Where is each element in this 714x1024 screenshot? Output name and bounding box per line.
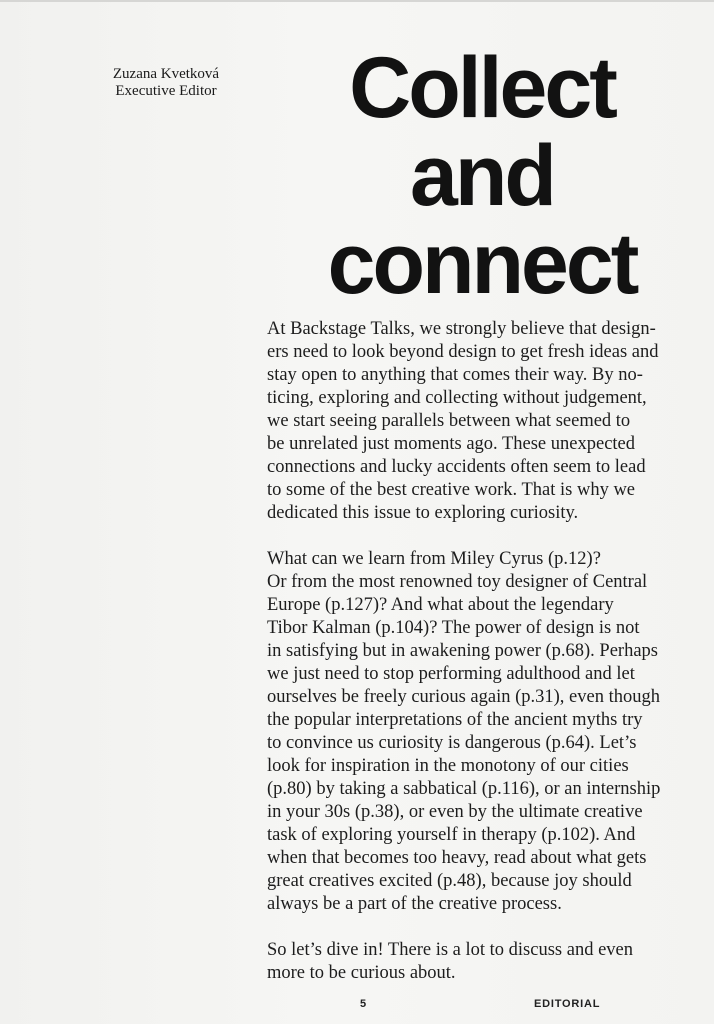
- body-paragraph-3: So let’s dive in! There is a lot to discuss and even more to be curious about.: [267, 940, 633, 983]
- author-name: Zuzana Kvetková: [112, 66, 220, 82]
- page-title: [262, 40, 702, 312]
- body-paragraph-1: At Backstage Talks, we strongly believe that design- ers need to look beyond design to get fresh ideas and stay open to anything that comes their way. By no- ticing, exploring and collecting without judgement, we start seeing parallels between what seemed to be unrelated just moments ago. These unexpected connections and lucky accidents often seem to lead to some of the best creative work. That is why we dedicated this issue to exploring curiosity.: [267, 319, 659, 523]
- title-line-2: and: [410, 128, 554, 224]
- author-role: Executive Editor: [115, 83, 217, 99]
- body-paragraph-2: What can we learn from Miley Cyrus (p.12)? Or from the most renowned toy designer of Central Europe (p.127)? And what about the legendary Tibor Kalman (p.104)? The power of design is not in satisfying but in awakening power (p.68). Perhaps we just need to stop performing adulthood and let ourselves be freely curious again (p.31), even though the popular interpretations of the ancient myths try to convince us curiosity is dangerous (p.64). Let’s look for inspiration in the monotony of our cities (p.80) by taking a sabbatical (p.116), or an internship in your 30s (p.38), or even by the ultimate creative task of exploring yourself in therapy (p.102). And when that becomes too heavy, read about what gets great creatives excited (p.48), because joy should always be a part of the creative process.: [267, 549, 661, 914]
- section-label: EDITORIAL: [534, 998, 601, 1010]
- editorial-body: [267, 318, 687, 1008]
- page-number: 5: [360, 998, 367, 1010]
- page-edge: [0, 0, 714, 2]
- title-line-1: Collect: [349, 40, 615, 136]
- byline: [86, 66, 246, 100]
- title-line-3: connect: [327, 216, 637, 312]
